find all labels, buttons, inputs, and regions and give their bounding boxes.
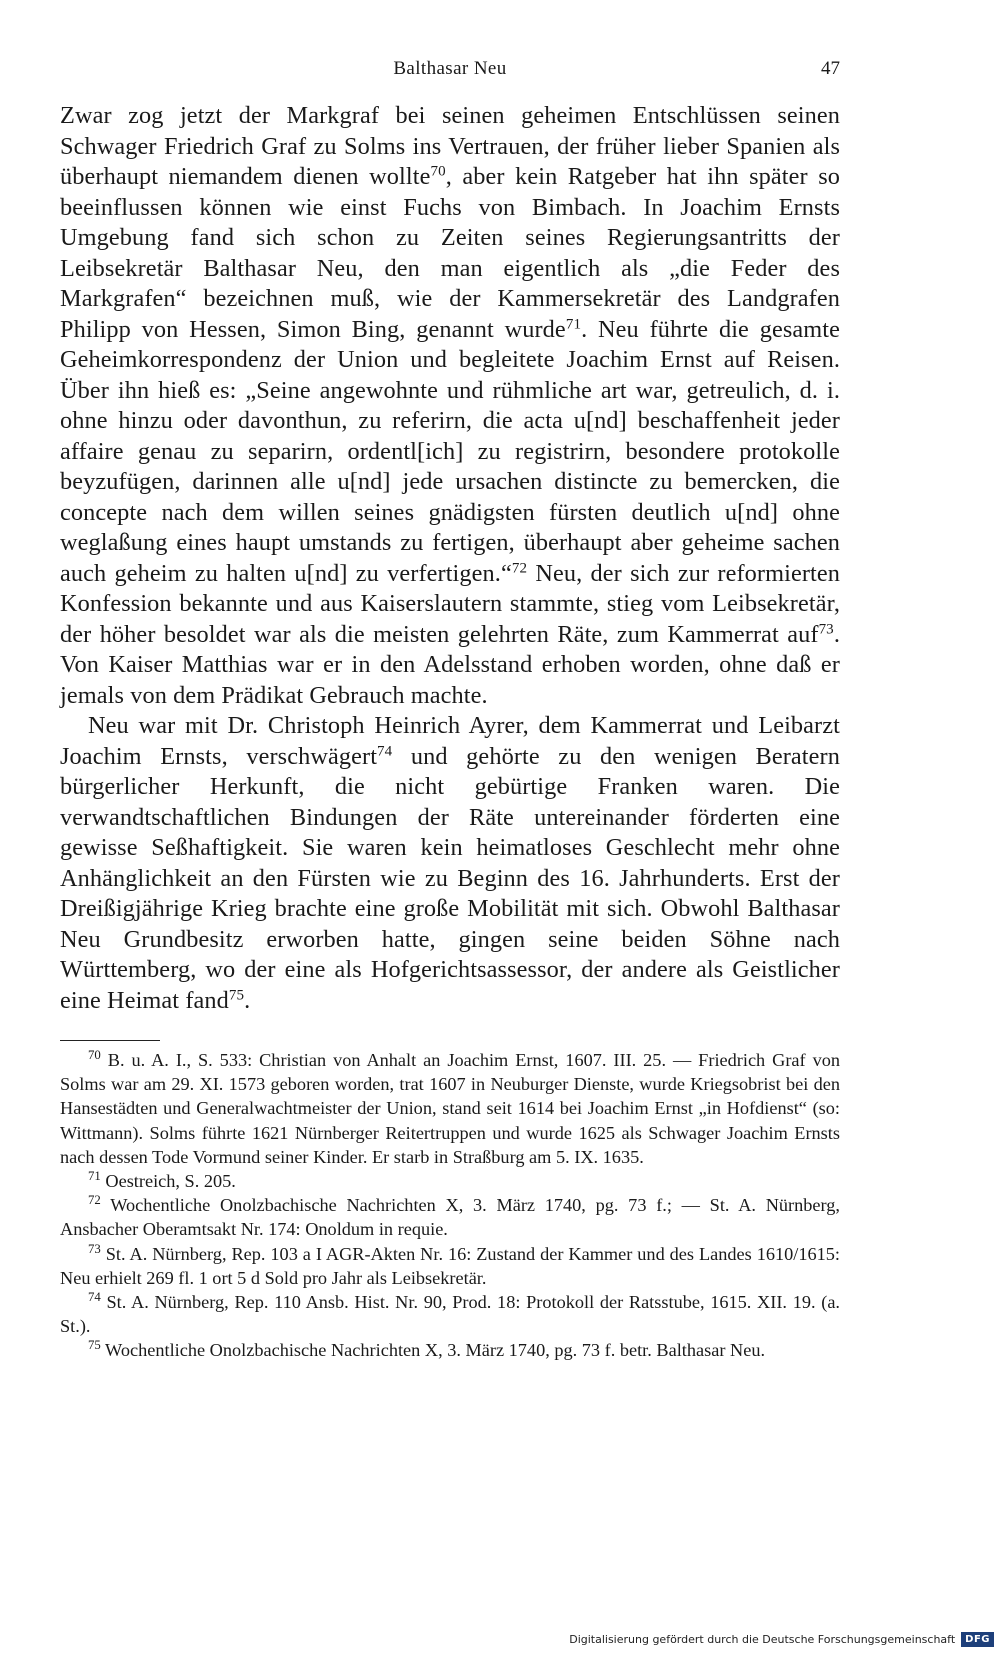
running-title: Balthasar Neu <box>393 58 507 79</box>
main-text <box>60 101 840 1016</box>
text-run: , aber kein Ratgeber hat ihn später so beeinflussen können wie einst Fuchs von Bimbach. In Joachim Ernsts Umgebung fand sich schon zu Zeiten seines Regierungsantritts der Leibsekretär Balthasar Neu, den man eigentlich als „die Feder des Markgrafen“ bezeichnen muß, wie der Kammersekretär des Landgrafen Philipp von Hessen, Simon Bing, genannt wurde <box>60 163 841 343</box>
footnote-separator <box>60 1040 160 1041</box>
text-run: . Von Kaiser Matthias war er in den Adelsstand erhoben worden, ohne daß er jemals von dem Prädikat Gebrauch machte. <box>60 620 840 709</box>
footnote <box>60 1169 840 1193</box>
footnotes <box>60 1048 840 1363</box>
footnote-text: Wochentliche Onolzbachische Nachrichten X, 3. März 1740, pg. 73 f.; — St. A. Nürnberg, Ansbacher Oberamtsakt Nr. 174: Onoldum in requie. <box>60 1195 840 1240</box>
text-run: . Neu führte die gesamte Geheimkorrespondenz der Union und begleitete Joachim Ernst auf Reisen. Über ihn hieß es: „Seine angewohnte und rühmliche art war, getreulich, d. i. ohne hinzu oder davonthun, zu referirn, die acta u[nd] beschaffenheit jeder affaire genau zu separirn, ordentl[ich] zu registrirn, besondere protokolle beyzufügen, darinnen alle u[nd] jede ursachen distincte zu bemercken, die concepte nach dem willen seines gnädigsten fürsten deutlich u[nd] ohne weglaßung eines haupt umstands zu fertigen, überhaupt aber geheime sachen auch geheim zu halten u[nd] zu verfertigen.“ <box>60 315 840 587</box>
footnote-number: 70 <box>88 1047 101 1062</box>
footnote-number: 75 <box>88 1338 101 1353</box>
footnote-text: Wochentliche Onolzbachische Nachrichten X, 3. März 1740, pg. 73 f. betr. Balthasar Neu. <box>105 1340 766 1361</box>
footnote-text: Oestreich, S. 205. <box>105 1171 236 1192</box>
page-number: 47 <box>821 58 840 79</box>
footnote-ref: 74 <box>377 743 393 760</box>
footnote-number: 71 <box>88 1168 101 1183</box>
footnote-number: 73 <box>88 1241 101 1256</box>
text-run: Neu, der sich zur reformierten Konfession bekannte und aus Kaiserslautern stammte, stieg vom Leibsekretär, der höher besoldet war als die meisten gelehrten Räte, zum Kammerrat auf <box>60 559 841 648</box>
footnote-ref: 72 <box>511 560 528 577</box>
footnote-text: B. u. A. I., S. 533: Christian von Anhalt an Joachim Ernst, 1607. III. 25. — Friedrich Graf von Solms war am 29. XI. 1573 geboren worden, trat 1607 in Neuburger Dienste, wurde Kriegsobrist bei den Hansestädten und Generalwachtmeister der Union, stand seit 1614 bei Joachim Ernst „in Hofdienst“ (so: Wittmann). Solms führte 1621 Nürnberger Reitertruppen und wurde 1625 als Schwager Joachim Ernsts nach dessen Tode Vormund seiner Kinder. Er starb in Straßburg am 5. IX. 1635. <box>60 1050 840 1167</box>
footnote-text: St. A. Nürnberg, Rep. 103 a I AGR-Akten Nr. 16: Zustand der Kammer und des Landes 1610/1615: Neu erhielt 269 fl. 1 ort 5 d Sold pro Jahr als Leibsekretär. <box>60 1243 840 1288</box>
footnote-ref: 70 <box>430 163 446 180</box>
digitization-credit <box>560 1625 1000 1653</box>
text-run: Zwar zog jetzt der Markgraf bei seinen geheimen Entschlüssen seinen Schwager Friedrich Graf zu Solms ins Vertrauen, der früher lieber Spanien als überhaupt niemandem dienen wollte <box>60 102 840 190</box>
page-header <box>60 58 840 88</box>
footnote-ref: 71 <box>565 316 582 333</box>
text-run: . <box>244 986 251 1014</box>
footnote <box>60 1290 840 1338</box>
footnote <box>60 1193 840 1241</box>
dfg-logo: DFG <box>961 1632 994 1647</box>
credit-text: Digitalisierung gefördert durch die Deutsche Forschungsgemeinschaft <box>569 1632 956 1646</box>
footnote-text: St. A. Nürnberg, Rep. 110 Ansb. Hist. Nr. 90, Prod. 18: Protokoll der Ratsstube, 1615. XII. 19. (a. St.). <box>60 1292 841 1337</box>
footnote-ref: 73 <box>818 621 834 638</box>
footnote <box>60 1048 840 1169</box>
paragraph <box>60 101 840 711</box>
text-run: und gehörte zu den wenigen Beratern bürgerlicher Herkunft, die nicht gebürtige Franken waren. Die verwandtschaftlichen Bindungen der Räte untereinander förderten eine gewisse Seßhaftigkeit. Sie waren kein heimatloses Geschlecht mehr ohne Anhänglichkeit an den Fürsten wie zu Beginn des 16. Jahrhunderts. Erst der Dreißigjährige Krieg brachte eine große Mobilität mit sich. Obwohl Balthasar Neu Grundbesitz erworben hatte, gingen seine beiden Söhne nach Württemberg, wo der eine als Hofgerichtsassessor, der andere als Geistlicher eine Heimat fand <box>60 742 840 1014</box>
footnote <box>60 1338 840 1362</box>
text-run: Neu war mit Dr. Christoph Heinrich Ayrer, dem Kammerrat und Leibarzt Joachim Ernsts, verschwägert <box>60 712 840 770</box>
footnote-ref: 75 <box>228 987 245 1004</box>
footnote <box>60 1242 840 1290</box>
footnote-number: 72 <box>88 1193 101 1208</box>
footnote-number: 74 <box>88 1290 101 1304</box>
paragraph <box>60 711 840 1016</box>
